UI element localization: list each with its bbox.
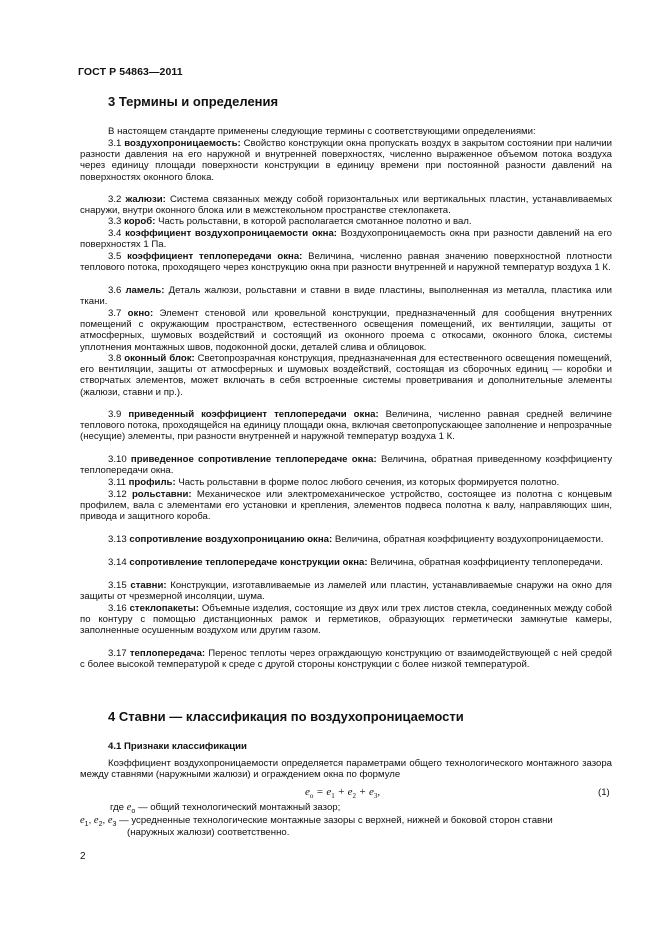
term-paragraph: 3.15 ставни: Конструкции, изготавливаемые из ламелей или пластин, устанавливаемые снаружи на окно для защиты от чрезмерной инсоляции, шума. (80, 580, 612, 603)
term-paragraph: 3.11 профиль: Часть рольставни в форме полос любого сечения, из которых формируется полотно. (108, 477, 560, 488)
term-paragraph: 3.12 рольставни: Механическое или электромеханическое устройство, состоящее из полотна с концевым профилем, вала с элементами его установки и крепления, элементов подвеса полотна к валу, направляющих шин, привода и защитного короба. (80, 489, 612, 523)
term-paragraph: 3.17 теплопередача: Перенос теплоты через ограждающую конструкцию от взаимодействующей с ней средой с более высокой температурой к среде с другой стороны конструкции с более низкой температурой. (80, 648, 613, 671)
term-paragraph: 3.7 окно: Элемент стеновой или кровельной конструкции, предназначенный для сообщения внутренних помещений с окружающим пространством, естественного освещения помещений, их вентиляции, защиты от атмосферных, шумовых воздействий и состоящий из оконного проема с откосами, оконного блока, системы уплотнения монтажных швов, подоконной доски, деталей слива и облицовок. (80, 308, 613, 353)
where-line-2: $e_1$, $e_2$, $e_3$ — усредненные технологические монтажные зазоры с верхней, нижней и боковой сторон ставни (80, 815, 553, 828)
section-3-title: 3 Термины и определения (108, 94, 279, 109)
term-paragraph: 3.3 короб: Часть рольставни, в которой располагается смотанное полотно и вал. (108, 216, 472, 227)
page-number: 2 (80, 851, 86, 862)
term-paragraph: 3.6 ламель: Деталь жалюзи, рольставни и ставни в виде пластины, выполненная из металла, пластика или ткани. (80, 285, 612, 308)
term-paragraph: 3.8 оконный блок: Светопрозрачная конструкция, предназначенная для естественного освещения помещений, его вентиляции, защиты от атмосферных и шумовых воздействий, состоящая из сборочных единиц — коробки и створчатых элементов, может включать в себя встроенные системы проветривания и дополнительные элементы (жалюзи, ставни и пр.). (80, 353, 612, 398)
section-3-intro: В настоящем стандарте применены следующие термины с соответствующими определениями: (108, 126, 536, 137)
document-header: ГОСТ Р 54863—2011 (78, 66, 183, 78)
term-paragraph: 3.13 сопротивление воздухопроницанию окна: Величина, обратная коэффициенту воздухопроницаемости. (108, 534, 604, 545)
where-line-1: где $e_о$ — общий технологический монтажный зазор; (110, 802, 341, 815)
classification-paragraph: Коэффициент воздухопроницаемости определяется параметрами общего технологического монтажного зазора между ставнями (наружными жалюзи) и ограждением окна по формуле (80, 758, 612, 781)
term-paragraph: 3.2 жалюзи: Система связанных между собой горизонтальных или вертикальных пластин, устанавливаемых снаружи, внутри оконного блока или в межстекольном пространстве стеклопакета. (80, 194, 612, 217)
formula-number: (1) (598, 787, 610, 798)
term-paragraph: 3.14 сопротивление теплопередаче конструкции окна: Величина, обратная коэффициенту теплопередачи. (108, 557, 603, 568)
term-paragraph: 3.9 приведенный коэффициент теплопередачи окна: Величина, численно равная средней величине теплового потока, проходящейся на единицу площади окна, включая светопропускающее заполнение и непрозрачные (несущие) элементы, при разности внутренней и наружной температур воздуха 1 К. (80, 409, 613, 443)
term-paragraph: 3.16 стеклопакеты: Объемные изделия, состоящие из двух или трех листов стекла, соединенных между собой по контуру с помощью дистанционных рамок и герметиков, образующих герметически замкнутые камеры, заполненные осушенным воздухом или другим газом. (80, 603, 612, 637)
formula-1: $e_о = e_1 + e_2 + e_3$, (305, 786, 381, 801)
term-paragraph: 3.4 коэффициент воздухопроницаемости окна: Воздухопроницаемость окна при разности давлений на его поверхностях 1 Па. (80, 228, 613, 251)
where-line-2-continuation: (наружных жалюзи) соответственно. (127, 827, 290, 838)
term-paragraph: 3.10 приведенное сопротивление теплопередаче окна: Величина, обратная приведенному коэффициенту теплопередачи окна. (80, 454, 612, 477)
section-4-title: 4 Ставни — классификация по воздухопроницаемости (108, 709, 464, 724)
section-4-1-subtitle: 4.1 Признаки классификации (108, 741, 247, 752)
term-paragraph: 3.1 воздухопроницаемость: Свойство конструкции окна пропускать воздух в закрытом состоянии при наличии разности давления на его наружной и внутренней поверхностях, численно выраженное объемом потока воздуха через единицу площади поверхности конструкции в единицу времени при постоянной разности давлений на поверхностях оконного блока. (80, 138, 613, 183)
term-paragraph: 3.5 коэффициент теплопередачи окна: Величина, численно равная значению поверхностной плотности теплового потока, проходящего через конструкцию окна при разности внутренней и наружной температур воздуха 1 К. (80, 251, 613, 274)
